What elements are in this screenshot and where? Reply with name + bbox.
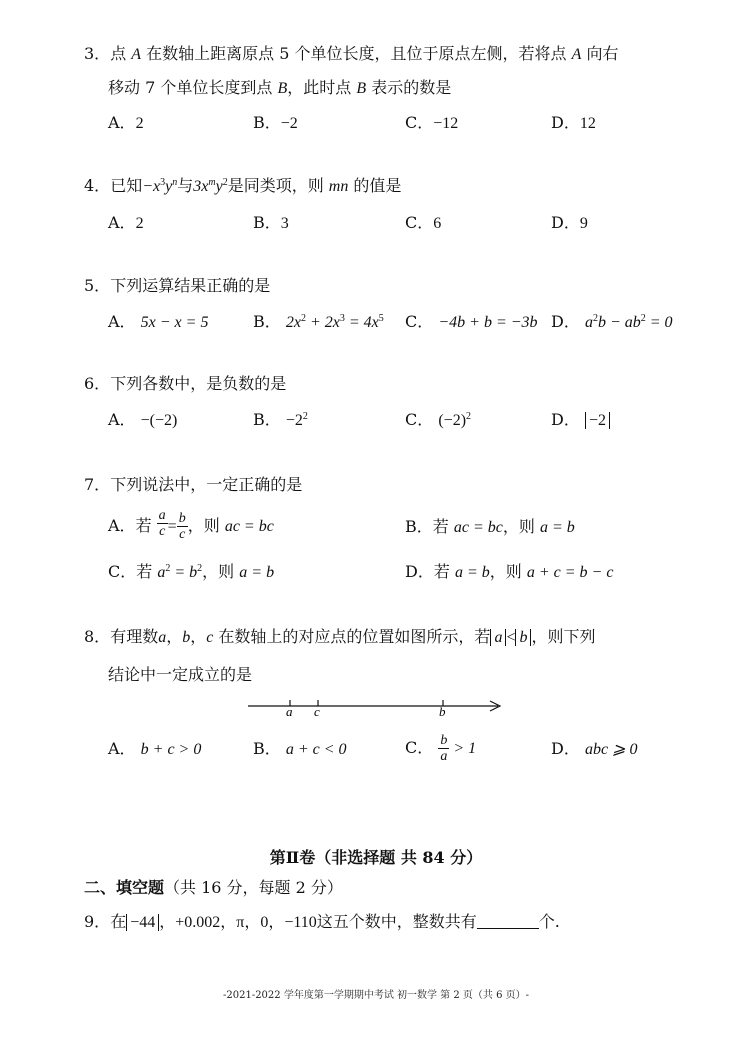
q9-stem: 9．在 −44 ，+0.002，π，0，−110这五个数中，整数共有 个. bbox=[84, 912, 560, 931]
q7-option-c: C．若 $a^2 = b^2$，则 a = b bbox=[108, 562, 275, 581]
label-c: c bbox=[314, 704, 320, 719]
q3-option-a: A．2 bbox=[108, 113, 144, 132]
q3-line2: 移动 7 个单位长度到点 B，此时点 B 表示的数是 bbox=[108, 78, 452, 97]
q7-stem: 7．下列说法中，一定正确的是 bbox=[84, 475, 303, 494]
q6-option-c: C． $(-2)^2$ bbox=[405, 410, 472, 429]
q6-stem: 6．下列各数中，是负数的是 bbox=[84, 374, 287, 393]
q8-option-a: A． b + c > 0 bbox=[108, 739, 202, 758]
q6-option-d: D． −2 bbox=[551, 410, 610, 431]
q4-option-b: B．3 bbox=[253, 213, 289, 232]
q8-option-d: D． abc ⩾ 0 bbox=[551, 739, 638, 758]
q5-option-c: C． −4b + b = −3b bbox=[405, 312, 538, 331]
page-footer: -2021-2022 学年度第一学期期中考试 初一数学 第 2 页（共 6 页）- bbox=[222, 990, 529, 1001]
q4-stem: 4．已知$-x^3y^n$与$3x^my^2$是同类项，则 mn 的值是 bbox=[84, 176, 402, 195]
q6-option-b: B． $-2^2$ bbox=[253, 410, 308, 429]
q5-option-d: D． $a^2b - ab^2 = 0$ bbox=[551, 312, 673, 331]
q3-option-d: D．12 bbox=[551, 113, 596, 132]
q3-option-b: B．−2 bbox=[253, 113, 298, 132]
q7-option-d: D．若 a = b，则 a + c = b − c bbox=[405, 562, 614, 581]
q8-line2: 结论中一定成立的是 bbox=[108, 665, 253, 684]
label-a: a bbox=[286, 704, 293, 719]
fraction-b-over-a: $\frac{b}{a}$ bbox=[440, 733, 448, 764]
answer-blank[interactable] bbox=[477, 913, 539, 929]
q4-option-a: A．2 bbox=[108, 213, 144, 232]
fill-in-heading: 二、填空题（共 16 分，每题 2 分） bbox=[84, 878, 343, 897]
section-2-title: 第Ⅱ卷（非选择题 共 84 分） bbox=[269, 848, 483, 867]
q6-option-a: A． −(−2) bbox=[108, 410, 178, 429]
q4-option-d: D．9 bbox=[551, 213, 588, 232]
number-line-figure bbox=[246, 694, 508, 720]
q5-stem: 5．下列运算结果正确的是 bbox=[84, 276, 271, 295]
q8-option-b: B． a + c < 0 bbox=[253, 739, 347, 758]
q3-line1: 3．点 A 在数轴上距离原点 5 个单位长度，且位于原点左侧，若将点 A 向右 bbox=[84, 44, 619, 63]
q8-option-c: C． $\frac{b}{a}$ > 1 bbox=[405, 733, 477, 764]
q8-line1: 8．有理数a，b，c 在数轴上的对应点的位置如图所示，若 a < b ，则下列 bbox=[84, 627, 596, 646]
q5-option-a: A． 5x − x = 5 bbox=[108, 312, 209, 331]
q7-option-b: B．若 ac = bc，则 a = b bbox=[405, 517, 575, 536]
label-b: b bbox=[439, 704, 446, 719]
fraction-a-over-c: $\frac{a}{c}$ bbox=[158, 508, 166, 539]
q5-option-b: B． $2x^2 + 2x^3 = 4x^5$ bbox=[253, 312, 384, 331]
q4-option-c: C．6 bbox=[405, 213, 442, 232]
q3-option-c: C．−12 bbox=[405, 113, 459, 132]
fraction-b-over-c: $\frac{b}{c}$ bbox=[178, 511, 186, 542]
q7-option-a: A．若 $\frac{a}{c}$ = $\frac{b}{c}$ ，则 ac = bc bbox=[108, 508, 274, 542]
